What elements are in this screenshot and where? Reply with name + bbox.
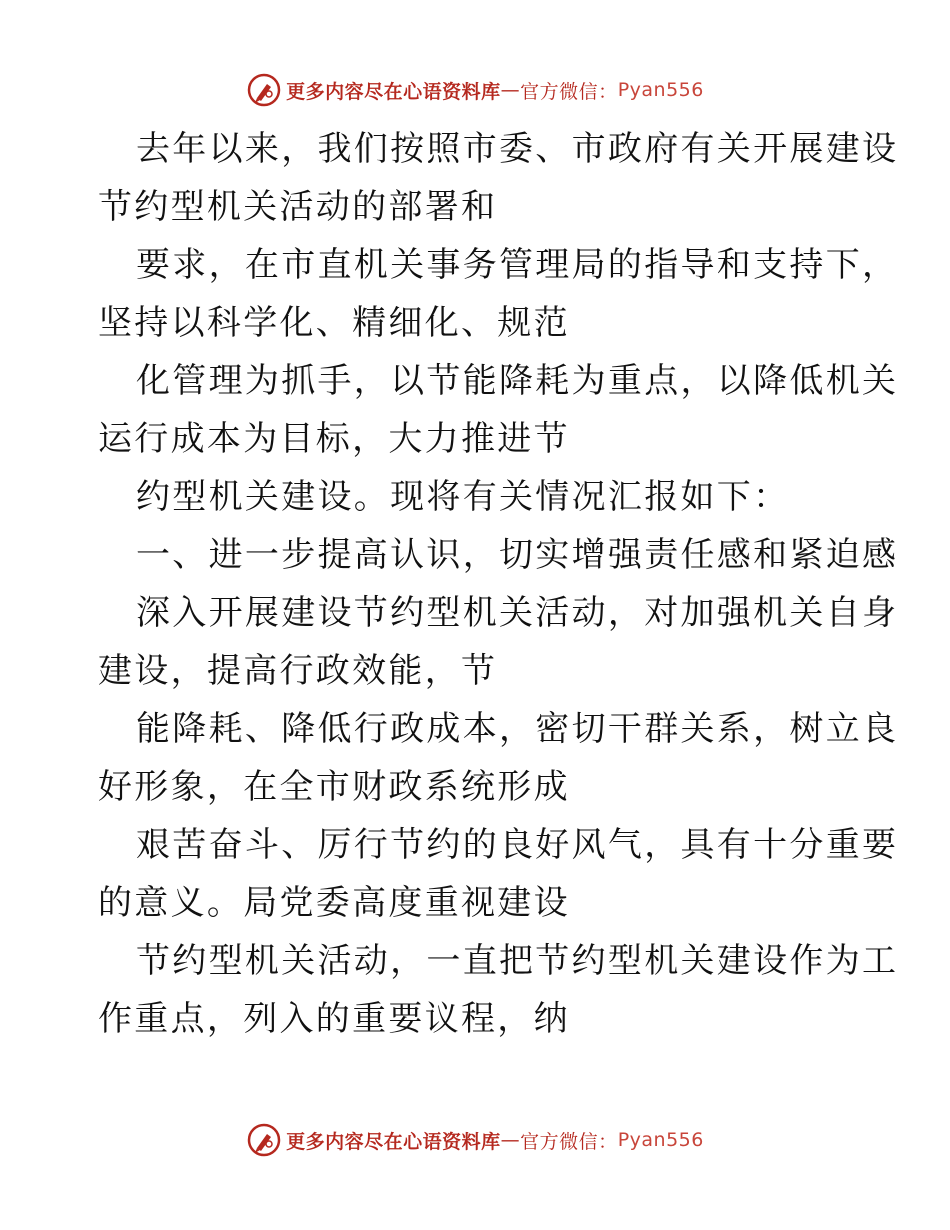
- paragraph-line: 建设，提高行政效能，节: [98, 651, 498, 691]
- paragraph-line: 艰苦奋斗、厉行节约的良好风气，具有十分重要: [136, 825, 899, 865]
- footer-separator: —: [500, 1129, 521, 1151]
- pen-logo-icon: [246, 72, 282, 108]
- paragraph-line: 运行成本为目标，大力推进节: [98, 419, 570, 459]
- paragraph-line: 作重点，列入的重要议程，纳: [98, 999, 570, 1039]
- paragraph-line: 能降耗、降低行政成本，密切干群关系，树立良: [136, 709, 899, 749]
- section-heading: 一、进一步提高认识，切实增强责任感和紧迫感: [136, 535, 899, 575]
- paragraph-line: 化管理为抓手，以节能降耗为重点，以降低机关: [136, 361, 899, 401]
- paragraph-line: 好形象，在全市财政系统形成: [98, 767, 570, 807]
- paragraph-line: 约型机关建设。现将有关情况汇报如下：: [136, 477, 790, 517]
- header-banner: [0, 70, 950, 110]
- paragraph-line: 节约型机关活动的部署和: [98, 187, 498, 227]
- paragraph-line: 要求，在市直机关事务管理局的指导和支持下，: [136, 245, 899, 285]
- footer-wechat-label: 官方微信：: [520, 1130, 618, 1153]
- paragraph-line: 坚持以科学化、精细化、规范: [98, 303, 570, 343]
- paragraph-line: 去年以来，我们按照市委、市政府有关开展建设: [136, 129, 899, 169]
- footer-account: Pyan556: [617, 1129, 704, 1151]
- paragraph-line: 深入开展建设节约型机关活动，对加强机关自身: [136, 593, 899, 633]
- paragraph-line: 的意义。局党委高度重视建设: [98, 883, 570, 923]
- footer-brand: 更多内容尽在心语资料库: [286, 1130, 501, 1153]
- header-separator: —: [500, 79, 521, 101]
- header-account: Pyan556: [617, 79, 704, 101]
- header-brand: 更多内容尽在心语资料库: [286, 80, 501, 103]
- footer-banner: [0, 1120, 950, 1160]
- paragraph-line: 节约型机关活动，一直把节约型机关建设作为工: [136, 941, 899, 981]
- pen-logo-icon: [246, 1122, 282, 1158]
- header-wechat-label: 官方微信：: [520, 80, 618, 103]
- document-body: [98, 120, 899, 1048]
